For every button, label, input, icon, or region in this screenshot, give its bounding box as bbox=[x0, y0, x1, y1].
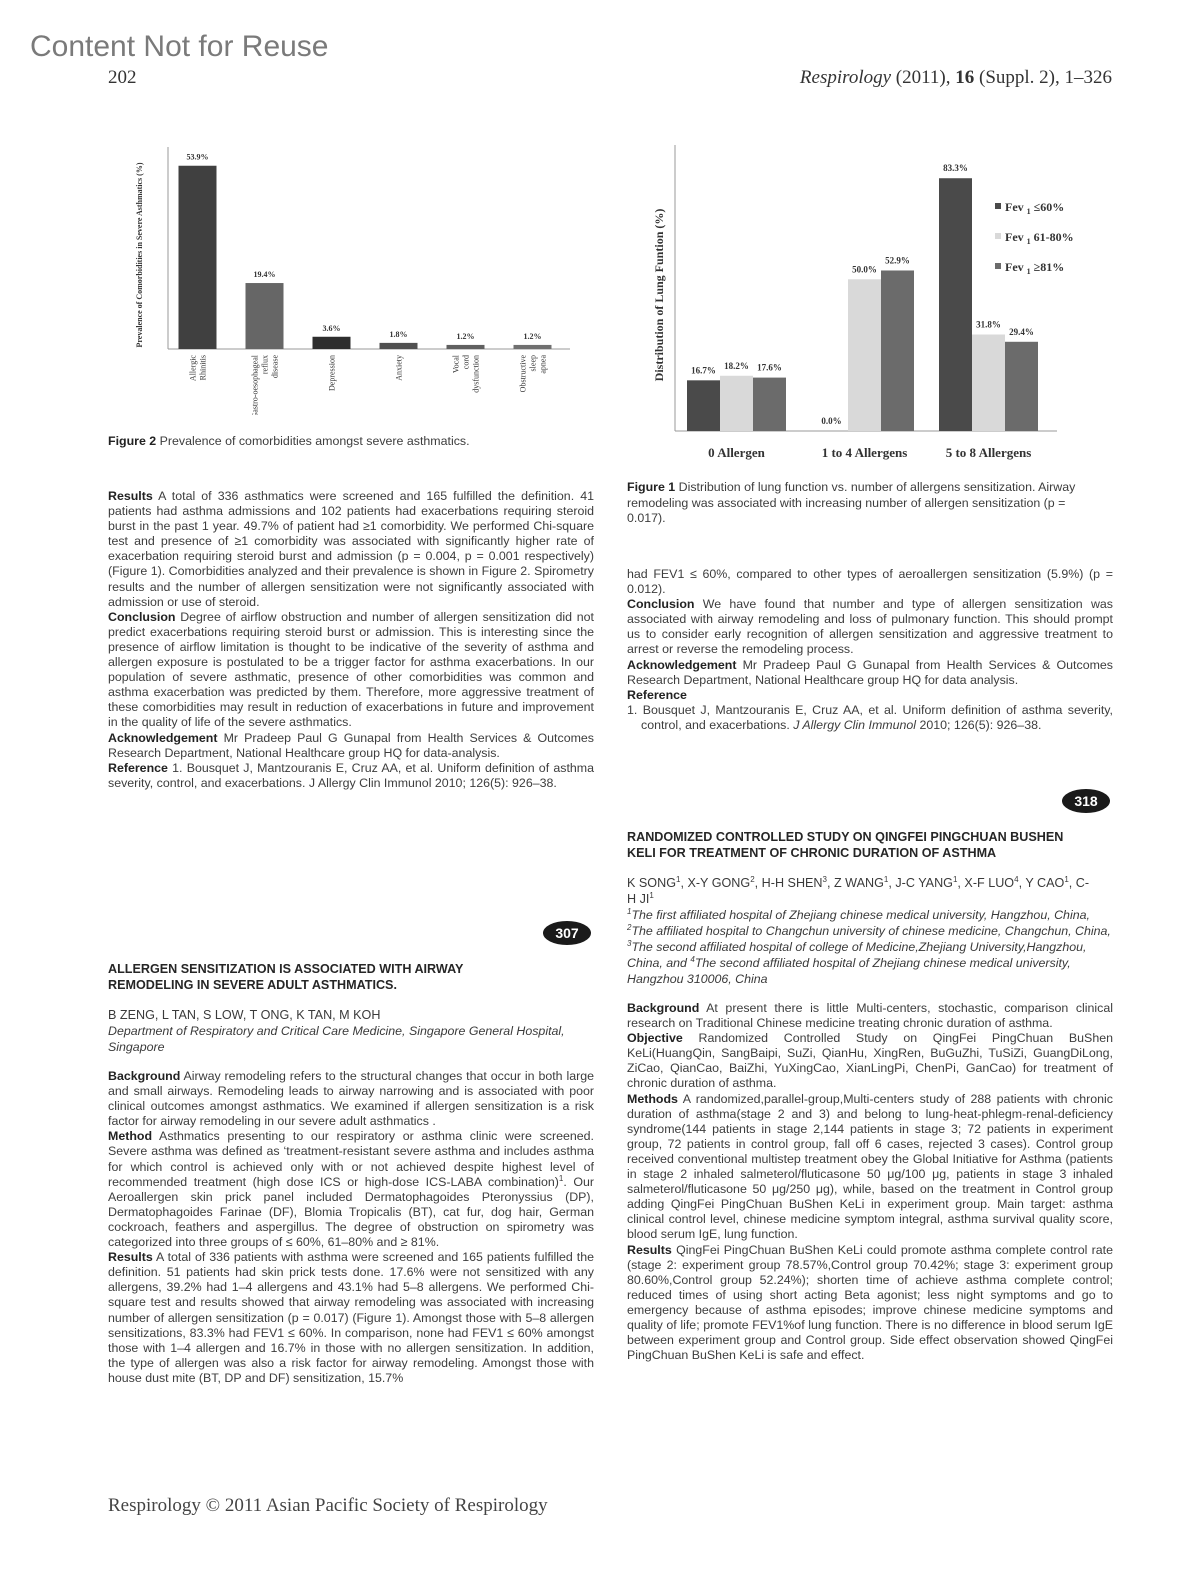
abstract-307-conclusion bbox=[627, 597, 1113, 657]
abstract-307-results bbox=[108, 1250, 594, 1386]
affiliation-text: The affiliated hospital to Changchun university of chinese medicine, Changchun, China, bbox=[631, 924, 1111, 938]
author-name: X-Y GONG bbox=[687, 876, 751, 890]
abstract-307-authors: B ZENG, L TAN, S LOW, T ONG, K TAN, M KOH bbox=[108, 1008, 381, 1022]
bar bbox=[881, 270, 914, 431]
prev-acknowledgement-paragraph bbox=[108, 731, 594, 761]
x-tick-label: disease bbox=[270, 355, 280, 379]
author-name: Z WANG bbox=[833, 876, 884, 890]
section-text: A randomized,parallel-group,Multi-centers study of 288 patients with chronic duration of asthma(stage 2 and 3) and belong to lung-heat-phlegm-renal-deficiency syndrome(144 patients in stage 2,144 patients in stage 3; 72 patients in experiment group, 72 patients in control group, fall off 6 cases, rejected 3 cases). Control group received conventional multistep treatment obey the Global Initiative for Asthma (patients in stage 2 inhaled salmeterol/fluticasone 50 μg/100 μg, patients in stage 3 inhaled salmeterol/fluticasone 50 μg/250 μg), while, based on the treatment in Control group adding QingFei PingChuan BuShen KeLi in experiment group. Main target: asthma clinical control level, chinese medicine symptom integral, asthma survival quality score, blood serum IgE, lung function. bbox=[627, 1091, 1113, 1242]
abstract-318-background bbox=[627, 1001, 1113, 1031]
affiliation-marker: 1 bbox=[627, 906, 632, 916]
legend-label: Fev $_1$ ≥81% bbox=[1005, 260, 1065, 276]
figure-1-caption bbox=[627, 480, 1102, 527]
x-tick-label: 5 to 8 Allergens bbox=[945, 445, 1032, 460]
bar bbox=[380, 343, 418, 349]
bar-value-label: 1.2% bbox=[456, 331, 475, 341]
prev-results-paragraph bbox=[108, 489, 594, 610]
figure-2-svg bbox=[130, 135, 570, 415]
x-tick-label: reflux bbox=[260, 355, 270, 375]
legend-swatch bbox=[995, 203, 1001, 209]
abstract-307-reference-heading bbox=[627, 688, 1113, 703]
section-label: Background bbox=[108, 1069, 181, 1083]
section-label: Reference bbox=[108, 760, 168, 775]
abstract-307-method bbox=[108, 1129, 594, 1250]
section-text: Degree of airflow obstruction and number of allergen sensitization did not predict exacerbations requiring steroid burst or admission. This is interesting since the presence of airflow limitation is thought to be indicative of the severity of asthma and allergen exposure is postulated to be a trigger factor for asthma exacerbations. In our population of severe asthmatic, presence of other comorbidities was common and asthma exacerbation was predicted by them. Therefore, more aggressive treatment of these comorbidities may result in reduction of exacerbations in future and improvement in the quality of life of the severe asthmatics. bbox=[108, 609, 594, 730]
affiliation-text: The second affiliated hospital of college of Medicine,Zhejiang University,Hangzhou, China, and bbox=[627, 940, 1087, 970]
legend-swatch bbox=[995, 263, 1001, 269]
author-affiliation-marker: 1 bbox=[649, 890, 654, 900]
section-label: Results bbox=[627, 1242, 672, 1257]
bar bbox=[687, 380, 720, 431]
bar bbox=[246, 283, 284, 349]
bar-value-label: 16.7% bbox=[691, 365, 716, 376]
reference-text: Bousquet J, Mantzouranis E, Cruz AA, et al. Uniform definition of asthma severity, control, and exacerbations. bbox=[641, 702, 1113, 732]
reference-tail: 2010; 126(5): 926–38. bbox=[916, 717, 1042, 732]
author-name: K SONG bbox=[627, 876, 676, 890]
bar-value-label: 3.6% bbox=[322, 323, 341, 333]
figure-2-caption bbox=[108, 434, 594, 450]
bar bbox=[179, 166, 217, 349]
figure-1-chart bbox=[645, 135, 1115, 465]
bar bbox=[447, 345, 485, 349]
bar bbox=[514, 345, 552, 349]
bar-value-label: 53.9% bbox=[186, 152, 209, 162]
journal-volume: 16 bbox=[955, 67, 975, 88]
abstract-318-methods bbox=[627, 1092, 1113, 1243]
bar-value-label: 19.4% bbox=[253, 270, 276, 280]
author-name: C-H JI bbox=[627, 876, 1090, 906]
author-name: J-C YANG bbox=[895, 876, 953, 890]
bar bbox=[1005, 342, 1038, 431]
x-tick-label: apnea bbox=[538, 355, 548, 374]
bar bbox=[720, 376, 753, 431]
bar-value-label: 1.2% bbox=[523, 331, 542, 341]
figure-2-label: Figure 2 bbox=[108, 434, 157, 448]
x-tick-label: Allergic bbox=[188, 355, 198, 382]
author-affiliation-marker: 4 bbox=[1014, 874, 1019, 884]
author-affiliation-marker: 1 bbox=[676, 874, 681, 884]
author-affiliation-marker: 1 bbox=[1064, 874, 1069, 884]
prev-reference-paragraph bbox=[108, 761, 594, 791]
section-text: At present there is little Multi-centers, stochastic, comparison clinical research on Traditional Chinese medicine treating chronic duration of asthma. bbox=[627, 1001, 1113, 1031]
journal-year: (2011), bbox=[891, 67, 956, 88]
figure-2-chart bbox=[130, 135, 570, 415]
bar-value-label: 17.6% bbox=[757, 362, 782, 373]
x-tick-label: 1 to 4 Allergens bbox=[821, 445, 908, 460]
x-tick-label: Depression bbox=[327, 355, 337, 391]
x-tick-label: 0 Allergen bbox=[708, 445, 765, 460]
affiliation-marker: 2 bbox=[627, 922, 632, 932]
prev-conclusion-paragraph bbox=[108, 610, 594, 731]
x-tick-label: Anxiety bbox=[394, 355, 404, 381]
reference-number: 1. bbox=[627, 702, 643, 717]
prev-abstract-body bbox=[108, 489, 594, 791]
affiliation-text: The first affiliated hospital of Zhejiang chinese medical university, Hangzhou, China, bbox=[631, 908, 1090, 922]
bar-value-label: 0.0% bbox=[821, 416, 842, 426]
y-axis-label: Distribution of Lung Funtion (%) bbox=[652, 208, 666, 382]
page-footer: Respirology © 2011 Asian Pacific Society of Respirology bbox=[108, 1495, 548, 1516]
author-affiliation-marker: 3 bbox=[822, 874, 827, 884]
reference-journal: J Allergy Clin Immunol bbox=[793, 717, 917, 732]
section-text: We have found that number and type of allergen sensitization was associated with airway remodeling and loss of pulmonary function. This should prompt us to consider early recognition of allergen sensitization and aggressive treatment to arrest or reverse the remodeling process. bbox=[627, 597, 1113, 657]
bar-value-label: 52.9% bbox=[885, 255, 910, 266]
legend-swatch bbox=[995, 233, 1001, 239]
abstract-318-results bbox=[627, 1243, 1113, 1364]
section-text: . Our Aeroallergen skin prick panel included Dermatophagoides Pteronyssius (DP), Dermatophagoides Farinae (DF), Blomia Tropicalis (BT), cat fur, dog hair, German cockroach, feathers and aspergillus. The degree of obstruction on spirometry was categorized into three groups of ≤ 60%, 61–80% and ≥ 81%. bbox=[108, 1174, 594, 1250]
author-affiliation-marker: 1 bbox=[883, 874, 889, 884]
section-label: Method bbox=[108, 1129, 153, 1144]
bar bbox=[848, 279, 881, 431]
abstract-318 bbox=[627, 829, 1113, 1363]
bar-value-label: 50.0% bbox=[852, 264, 877, 275]
journal-name: Respirology bbox=[799, 67, 892, 88]
author-affiliation-marker: 1 bbox=[952, 874, 958, 884]
bar bbox=[313, 337, 351, 349]
section-label: Acknowledgement bbox=[108, 730, 218, 745]
abstract-318-affiliations bbox=[627, 907, 1113, 987]
bar-value-label: 29.4% bbox=[1009, 326, 1034, 337]
bar-value-label: 31.8% bbox=[976, 319, 1001, 330]
y-axis-label: Prevalence of Comorbidities in Severe Asthmatics (%) bbox=[135, 162, 144, 348]
citation-superscript: 1 bbox=[558, 1173, 564, 1183]
x-tick-label: cord bbox=[461, 355, 471, 370]
affiliation-text: The second affiliated hospital of Zhejiang chinese medical university, Hangzhou 310006, China bbox=[627, 956, 1071, 986]
bar bbox=[939, 178, 972, 431]
abstract-number-badge-307: 307 bbox=[543, 921, 591, 945]
section-text: A total of 336 patients with asthma were screened and 165 patients fulfilled the definition. 51 patients had skin prick tests done. 17.6% were not sensitized with any allergens, 39.2% had 1–4 allergens and 43.1% had 5–8 allergens. We performed Chi-square test and results showed that airway remodeling was associated with increasing number of allergen sensitization (p = 0.017) (Figure 1). Amongst those with 5–8 allergen sensitizations, 83.3% had FEV1 ≤ 60%. In comparison, none had FEV1 ≤ 60% amongst those with 1–4 allergen and 16.7% in those with no allergen sensitization. In addition, the type of allergen was also a risk factor for airway remodeling. Amongst those with house dust mite (BT, DP and DF) sensitization, 15.7% bbox=[108, 1250, 594, 1385]
section-text: Mr Pradeep Paul G Gunapal from Health Services & Outcomes Research Department, National Healthcare group HQ for data analysis. bbox=[627, 657, 1113, 687]
abstract-307-results-continued: had FEV1 ≤ 60%, compared to other types of aeroallergen sensitization (5.9%) (p = 0.012). bbox=[627, 567, 1113, 597]
affiliation-marker: 3 bbox=[627, 938, 632, 948]
bar-value-label: 83.3% bbox=[943, 163, 968, 174]
bar bbox=[972, 335, 1005, 431]
abstract-307 bbox=[108, 961, 594, 1386]
figure-2-caption-text: Prevalence of comorbidities amongst severe asthmatics. bbox=[156, 434, 470, 448]
x-tick-label: Gastro-oesophageal bbox=[250, 355, 260, 415]
watermark: Content Not for Reuse bbox=[30, 30, 329, 63]
section-label: Results bbox=[108, 489, 153, 503]
abstract-318-title: RANDOMIZED CONTROLLED STUDY ON QINGFEI PINGCHUAN BUSHEN KELI FOR TREATMENT OF CHRONIC DURATION OF ASTHMA bbox=[627, 830, 1064, 860]
abstract-307-acknowledgement bbox=[627, 658, 1113, 688]
affiliation-marker: 4 bbox=[690, 954, 695, 964]
bar-value-label: 18.2% bbox=[724, 360, 749, 371]
abstract-307-background bbox=[108, 1069, 594, 1129]
figure-1-svg bbox=[645, 135, 1115, 465]
section-text: Airway remodeling refers to the structural changes that occur in both large and small airways. Remodeling leads to airway narrowing and is associated with poor clinical outcomes amongst asthmatics. We examined if allergen sensitization is a risk factor for airway remodeling in our severe adult asthmatics . bbox=[108, 1069, 594, 1129]
author-name: Y CAO bbox=[1025, 876, 1065, 890]
figure-1-label: Figure 1 bbox=[627, 480, 676, 494]
x-tick-label: sleep bbox=[528, 355, 538, 372]
section-label: Acknowledgement bbox=[627, 657, 737, 672]
section-text: QingFei PingChuan BuShen KeLi could promote asthma complete control rate (stage 2: experiment group 78.57%,Control group 70.42%; stage 3: experiment group 80.60%,Control group 52.24%); shorten time of achieve asthma complete control; reduced times of using short acting Beta agonist; less night symptoms and go to emergency because of asthma episodes; improve chinese medicine symptoms and quality of life; promote FEV1%of lung function. There is no difference in blood serum IgE between experiment group and Control group. Side effect observation showed QingFei PingChuan BuShen KeLi is safe and effect. bbox=[627, 1242, 1113, 1363]
x-tick-label: Rhinitis bbox=[198, 355, 208, 381]
abstract-318-authors: K SONG$^1$, X-Y GONG$^2$, H-H SHEN$^3$, Z WANG$^1$, J-C YANG$^1$, X-F LUO$^4$, Y CAO$^1$, C-H $JI^1$ bbox=[627, 874, 1090, 906]
section-text: A total of 336 asthmatics were screened and 165 fulfilled the definition. 41 patients had asthma admissions and 102 patients had exacerbations requiring steroid burst in the past 1 year. 49.7% of patient had ≥1 comorbidity. We performed Chi-square test and presence of ≥1 comorbidity was associated with significantly higher rate of exacerbation requiring steroid burst and admission (p = 0.004, p = 0.001 respectively) (Figure 1). Comorbidities analyzed and their prevalence is shown in Figure 2. Spirometry results and the number of allergen sensitization were not significantly associated with admission or use of steroid. bbox=[108, 489, 594, 609]
section-label: Objective bbox=[627, 1031, 683, 1046]
abstract-318-objective bbox=[627, 1031, 1113, 1091]
abstract-307-title: ALLERGEN SENSITIZATION IS ASSOCIATED WITH AIRWAY REMODELING IN SEVERE ADULT ASTHMATICS. bbox=[108, 962, 464, 992]
section-text: 1. Bousquet J, Mantzouranis E, Cruz AA, et al. Uniform definition of asthma severity, control, and exacerbations. J Allergy Clin Immunol 2010; 126(5): 926–38. bbox=[108, 760, 594, 790]
legend-label: Fev $_1$ ≤60% bbox=[1005, 200, 1065, 216]
section-label: Conclusion bbox=[108, 609, 176, 624]
section-label: Background bbox=[627, 1001, 700, 1015]
bar-value-label: 1.8% bbox=[389, 329, 408, 339]
author-name: H-H SHEN bbox=[761, 876, 823, 890]
x-tick-label: Vocal bbox=[451, 355, 461, 374]
section-text: Mr Pradeep Paul G Gunapal from Health Services & Outcomes Research Department, National Healthcare group HQ for data-analysis. bbox=[108, 730, 594, 760]
section-label: Results bbox=[108, 1250, 153, 1265]
x-tick-label: Obstructive bbox=[518, 355, 528, 393]
section-text: Asthmatics presenting to our respiratory or asthma clinic were screened. Severe asthma was defined as ‘treatment-resistant severe asthma and includes asthma for which control is achieved only with or not achieved despite highest level of recommended treatment (high dose ICS or high-dose ICS-LABA combination) bbox=[108, 1129, 594, 1189]
section-label: Conclusion bbox=[627, 597, 695, 612]
author-affiliation-marker: 2 bbox=[750, 874, 755, 884]
x-tick-label: dysfunction bbox=[471, 355, 481, 393]
figure-1-caption-text: Distribution of lung function vs. number of allergens sensitization. Airway remodeling was associated with increasing number of allergen sensitization (p = 0.017). bbox=[627, 480, 1076, 525]
reference-item bbox=[627, 703, 1113, 733]
abstract-307-affiliation: Department of Respiratory and Critical Care Medicine, Singapore General Hospital, Singapore bbox=[108, 1024, 565, 1054]
journal-suppl: (Suppl. 2), 1–326 bbox=[974, 67, 1112, 88]
section-text: Randomized Controlled Study on QingFei PingChuan BuShen KeLi(HuangQin, SangBaipi, SuZi, QianHu, XingRen, BuGuZhi, TuSiZi, GuangDiLong, ZiCao, QianCao, BaiZhi, YuXingCao, XianLingPi, ChenPi, GanCao) for treatment of chronic duration of asthma. bbox=[627, 1031, 1113, 1091]
abstract-number-badge-318: 318 bbox=[1062, 789, 1110, 813]
bar bbox=[753, 378, 786, 431]
author-name: X-F LUO bbox=[964, 876, 1015, 890]
running-head bbox=[800, 67, 1112, 89]
abstract-307-continued bbox=[627, 567, 1113, 733]
section-label: Reference bbox=[627, 687, 687, 702]
legend-label: Fev $_1$ 61-80% bbox=[1005, 230, 1074, 246]
page-number: 202 bbox=[108, 67, 137, 88]
section-label: Methods bbox=[627, 1091, 678, 1106]
